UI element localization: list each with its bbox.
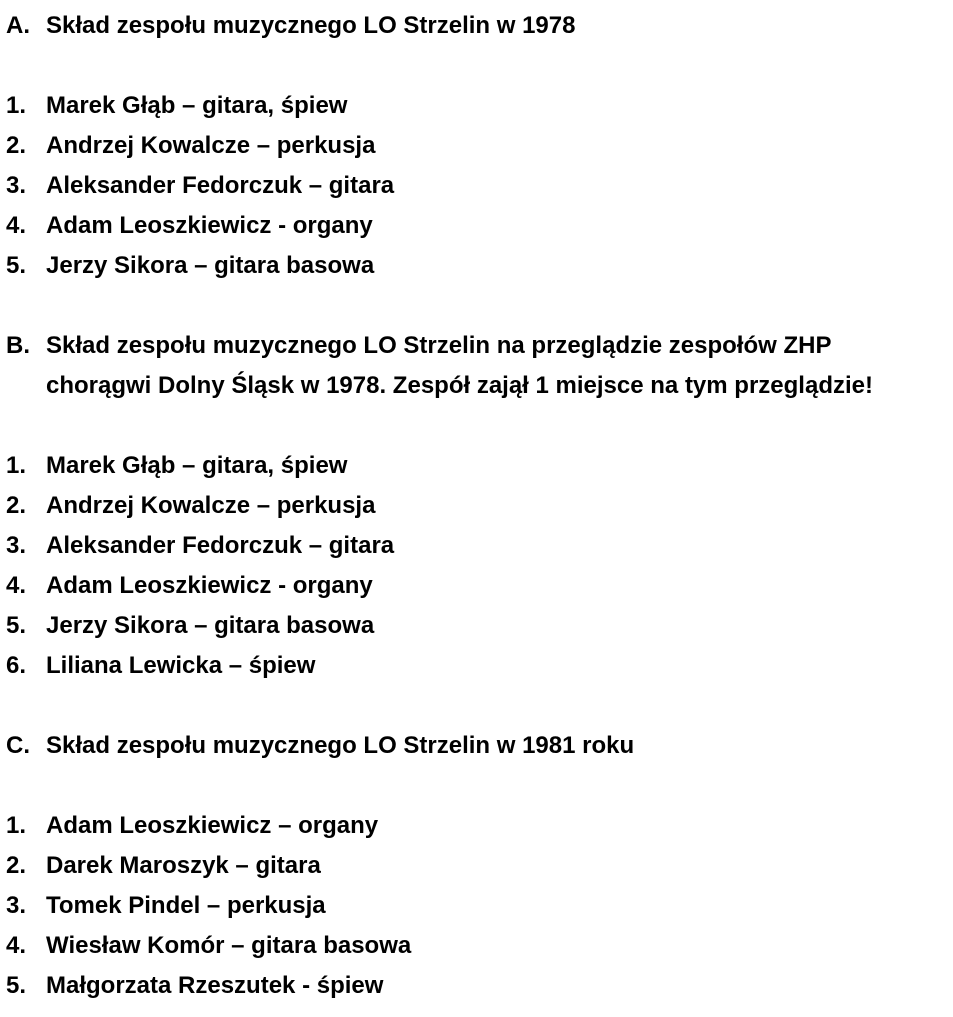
list-item bbox=[0, 886, 326, 926]
section-heading-text: Skład zespołu muzycznego LO Strzelin w 1981 roku bbox=[46, 732, 635, 759]
list-number: 3. bbox=[6, 892, 27, 919]
section-heading-text: Skład zespołu muzycznego LO Strzelin w 1978 bbox=[46, 12, 576, 39]
member-text: Liliana Lewicka – śpiew bbox=[46, 652, 316, 679]
section-heading-continuation: chorągwi Dolny Śląsk w 1978. Zespół zajął 1 miejsce na tym przeglądzie! bbox=[46, 372, 873, 399]
member-text: Andrzej Kowalcze – perkusja bbox=[46, 492, 376, 519]
list-item bbox=[0, 926, 411, 966]
member-text: Jerzy Sikora – gitara basowa bbox=[46, 612, 375, 639]
list-number: 3. bbox=[6, 172, 27, 199]
section-a-heading bbox=[0, 6, 575, 46]
list-item bbox=[0, 526, 394, 566]
list-number: 3. bbox=[6, 532, 27, 559]
member-text: Darek Maroszyk – gitara bbox=[46, 852, 321, 879]
list-item bbox=[0, 606, 374, 646]
list-number: 2. bbox=[6, 492, 27, 519]
list-item bbox=[0, 966, 383, 1006]
member-text: Adam Leoszkiewicz - organy bbox=[46, 212, 373, 239]
list-number: 4. bbox=[6, 572, 27, 599]
list-number: 1. bbox=[6, 812, 27, 839]
list-item bbox=[0, 206, 373, 246]
list-item bbox=[0, 566, 373, 606]
list-item bbox=[0, 126, 375, 166]
list-number: 5. bbox=[6, 252, 27, 279]
section-c-heading bbox=[0, 726, 634, 766]
section-marker: C. bbox=[6, 732, 30, 759]
section-marker: A. bbox=[6, 12, 30, 39]
list-item bbox=[0, 646, 315, 686]
member-text: Andrzej Kowalcze – perkusja bbox=[46, 132, 376, 159]
list-item bbox=[0, 486, 375, 526]
member-text: Adam Leoszkiewicz – organy bbox=[46, 812, 379, 839]
list-number: 1. bbox=[6, 452, 27, 479]
member-text: Wiesław Komór – gitara basowa bbox=[46, 932, 412, 959]
list-number: 1. bbox=[6, 92, 27, 119]
list-number: 5. bbox=[6, 972, 27, 999]
list-number: 6. bbox=[6, 652, 27, 679]
member-text: Adam Leoszkiewicz - organy bbox=[46, 572, 373, 599]
section-marker: B. bbox=[6, 332, 30, 359]
member-text: Małgorzata Rzeszutek - śpiew bbox=[46, 972, 384, 999]
member-text: Aleksander Fedorczuk – gitara bbox=[46, 172, 395, 199]
list-item bbox=[0, 806, 378, 846]
section-heading-text: Skład zespołu muzycznego LO Strzelin na przeglądzie zespołów ZHP bbox=[46, 332, 832, 359]
list-number: 4. bbox=[6, 212, 27, 239]
list-item bbox=[0, 246, 374, 286]
section-b-heading bbox=[0, 326, 831, 366]
list-number: 4. bbox=[6, 932, 27, 959]
list-number: 5. bbox=[6, 612, 27, 639]
list-item bbox=[0, 446, 347, 486]
member-text: Tomek Pindel – perkusja bbox=[46, 892, 326, 919]
member-text: Aleksander Fedorczuk – gitara bbox=[46, 532, 395, 559]
list-item bbox=[0, 86, 347, 126]
member-text: Jerzy Sikora – gitara basowa bbox=[46, 252, 375, 279]
list-item bbox=[0, 846, 321, 886]
list-number: 2. bbox=[6, 852, 27, 879]
member-text: Marek Głąb – gitara, śpiew bbox=[46, 92, 348, 119]
member-text: Marek Głąb – gitara, śpiew bbox=[46, 452, 348, 479]
list-number: 2. bbox=[6, 132, 27, 159]
list-item bbox=[0, 166, 394, 206]
